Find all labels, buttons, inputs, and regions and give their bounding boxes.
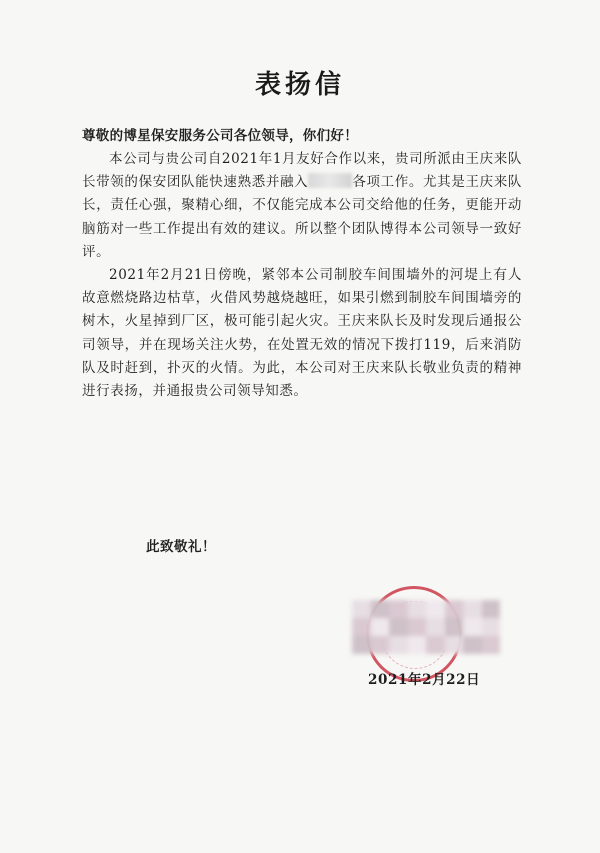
letter-closing: 此致敬礼！ bbox=[146, 539, 216, 555]
redacted-company-name bbox=[352, 600, 500, 654]
redacted-mark bbox=[308, 173, 352, 188]
paragraph-1 bbox=[82, 148, 522, 264]
paragraph-1-part-2: 各项工作。尤其是王庆来队长，责任心强，聚精心细，不仅能完成本公司交给他的任务，更能开动脑筋对一些工作提出有效的建议。所以整个团队博得本公司领导一致好评。 bbox=[82, 174, 522, 260]
letter-title: 表扬信 bbox=[254, 70, 345, 100]
letter-body bbox=[82, 148, 522, 403]
paragraph-2: 2021年2月21日傍晚，紧邻本公司制胶车间围墙外的河堤上有人故意燃烧路边枯草，火借风势越烧越旺，如果引燃到制胶车间围墙旁的树木，火星掉到厂区，极可能引起火灾。王庆来队长及时发现后通报公司领导，并在现场关注火势，在处置无效的情况下拨打119，后来消防队及时赶到，扑灭的火情。为此，本公司对王庆来队长敬业负责的精神进行表扬，并通报贵公司领导知悉。 bbox=[82, 267, 522, 400]
letter-date: 2021年2月22日 bbox=[368, 672, 481, 688]
letter-salutation: 尊敬的博星保安服务公司各位领导，你们好！ bbox=[82, 128, 358, 144]
paragraph-1-part-1: 本公司与贵公司自2021年1月友好合作以来，贵司所派由王庆来队长带领的保安团队能快速熟悉并融入 bbox=[82, 151, 522, 191]
